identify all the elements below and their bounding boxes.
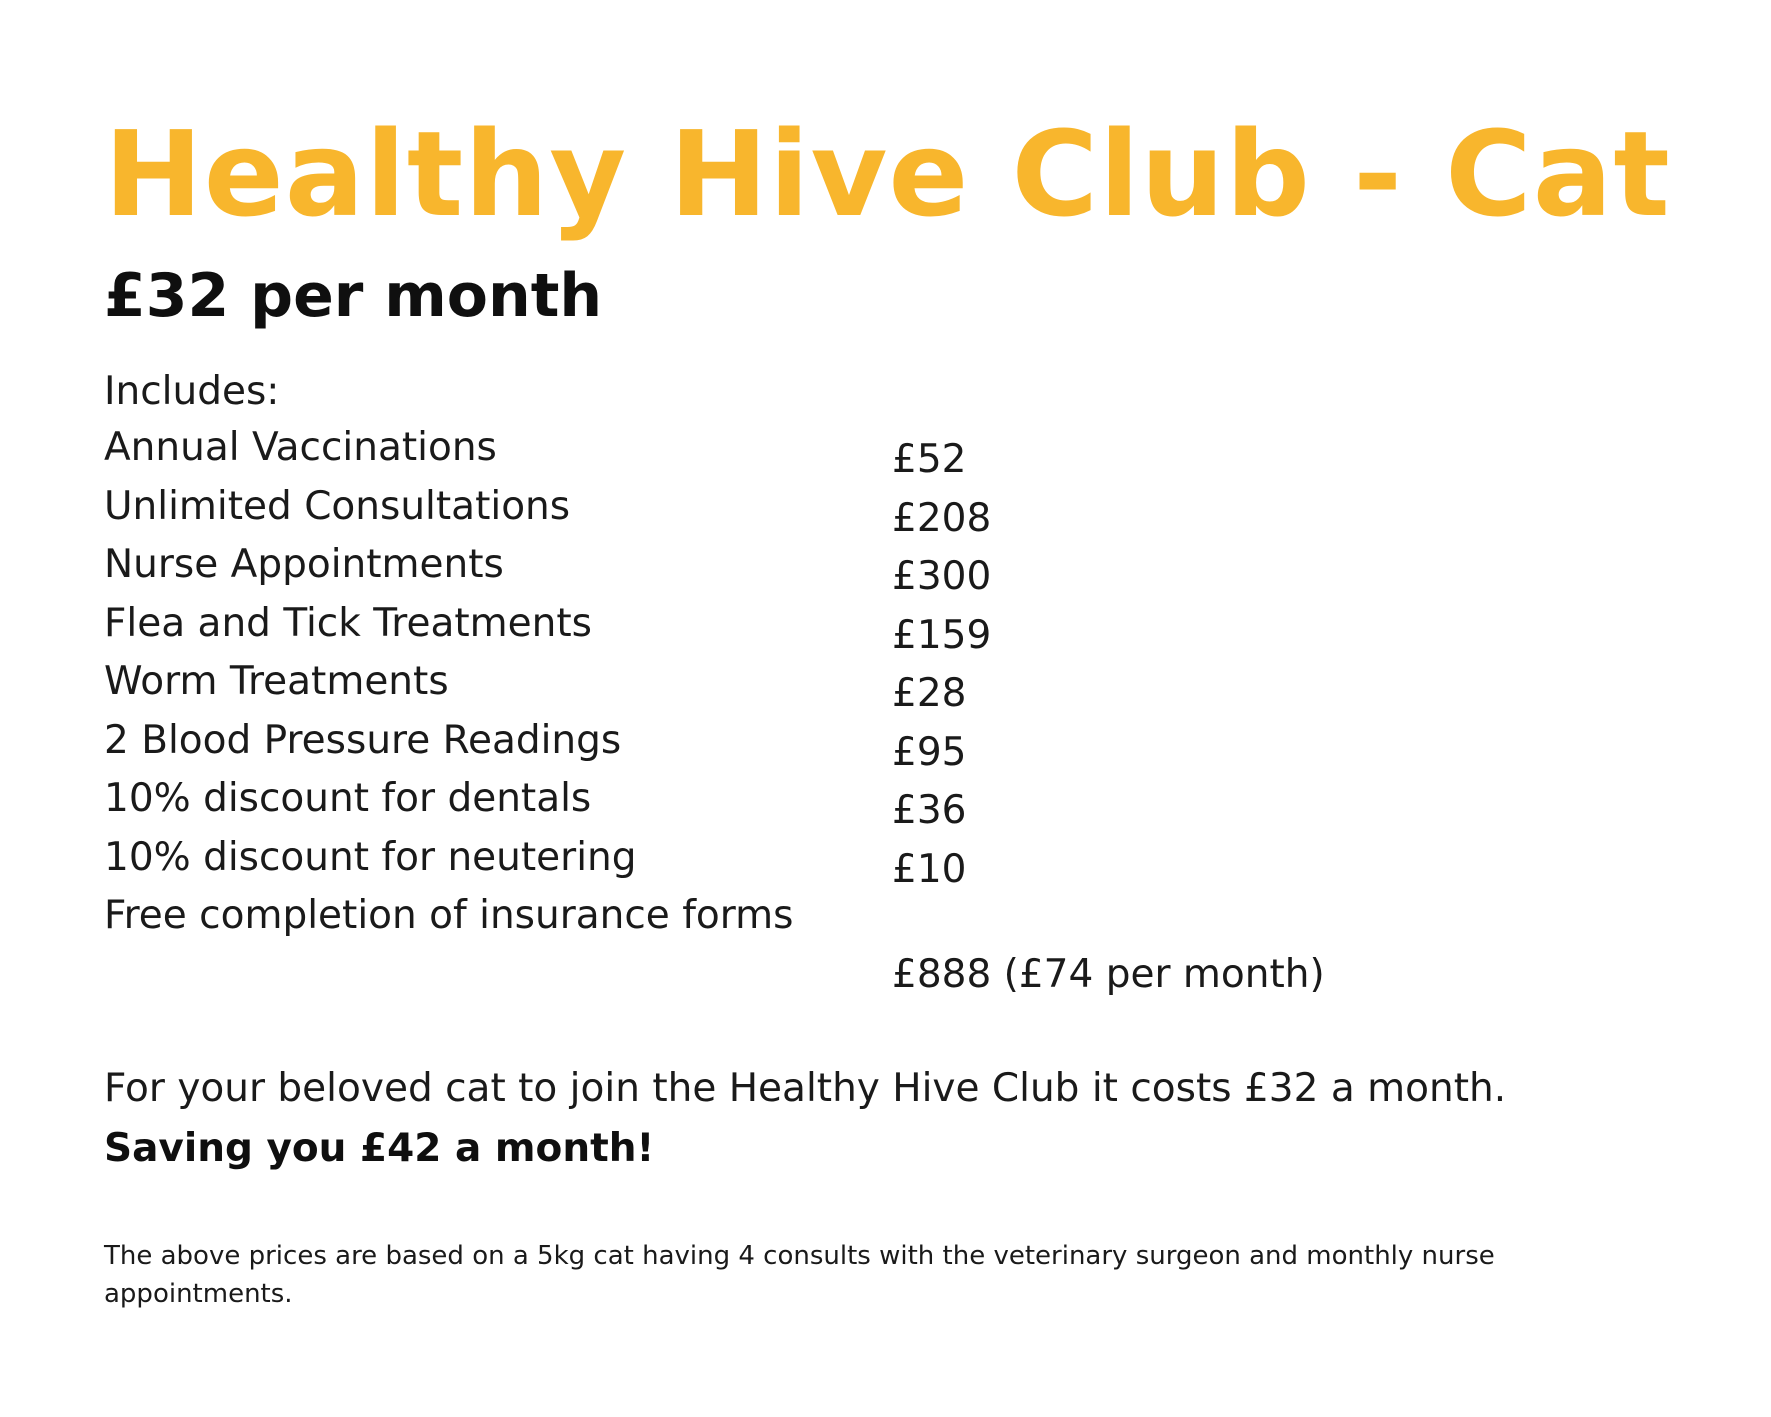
list-item xyxy=(104,773,1704,832)
item-label: Nurse Appointments xyxy=(104,542,504,587)
item-value: £208 xyxy=(892,495,992,541)
item-value: £159 xyxy=(892,612,992,658)
item-label: Flea and Tick Treatments xyxy=(104,600,592,646)
includes-label: Includes: xyxy=(104,369,280,414)
summary-text: For your beloved cat to join the Healthy Hive Club it costs £32 a month. xyxy=(104,1065,1507,1111)
item-value: £10 xyxy=(892,846,967,892)
total-value: £888 (£74 per month) xyxy=(892,951,1325,997)
saving-text: Saving you £42 a month! xyxy=(104,1125,655,1171)
item-label: Unlimited Consultations xyxy=(104,483,571,529)
list-item xyxy=(104,890,1704,949)
page-title: Healthy Hive Club - Cat xyxy=(104,105,1671,243)
list-item xyxy=(104,422,1704,481)
list-item xyxy=(104,832,1704,891)
included-items-list xyxy=(104,422,1704,949)
list-item xyxy=(104,539,1704,598)
item-value: £28 xyxy=(892,671,967,716)
item-label: 10% discount for dentals xyxy=(104,776,592,821)
item-value: £52 xyxy=(892,437,967,482)
item-value: £95 xyxy=(892,729,967,775)
total-row xyxy=(104,949,1704,1009)
price-sheet xyxy=(104,100,1704,1313)
list-item xyxy=(104,481,1704,540)
monthly-price: £32 per month xyxy=(104,261,603,331)
list-item xyxy=(104,715,1704,774)
item-label: Worm Treatments xyxy=(104,659,449,704)
item-label: Annual Vaccinations xyxy=(104,425,497,470)
list-item xyxy=(104,598,1704,657)
item-label: 2 Blood Pressure Readings xyxy=(104,717,622,763)
footnote: The above prices are based on a 5kg cat having 4 consults with the veterinary surgeon and monthly nurse appointments. xyxy=(104,1240,1495,1309)
item-value: £36 xyxy=(892,788,967,833)
list-item xyxy=(104,656,1704,715)
item-value: £300 xyxy=(892,554,992,599)
item-label: 10% discount for neutering xyxy=(104,834,637,880)
item-label: Free completion of insurance forms xyxy=(104,893,794,938)
